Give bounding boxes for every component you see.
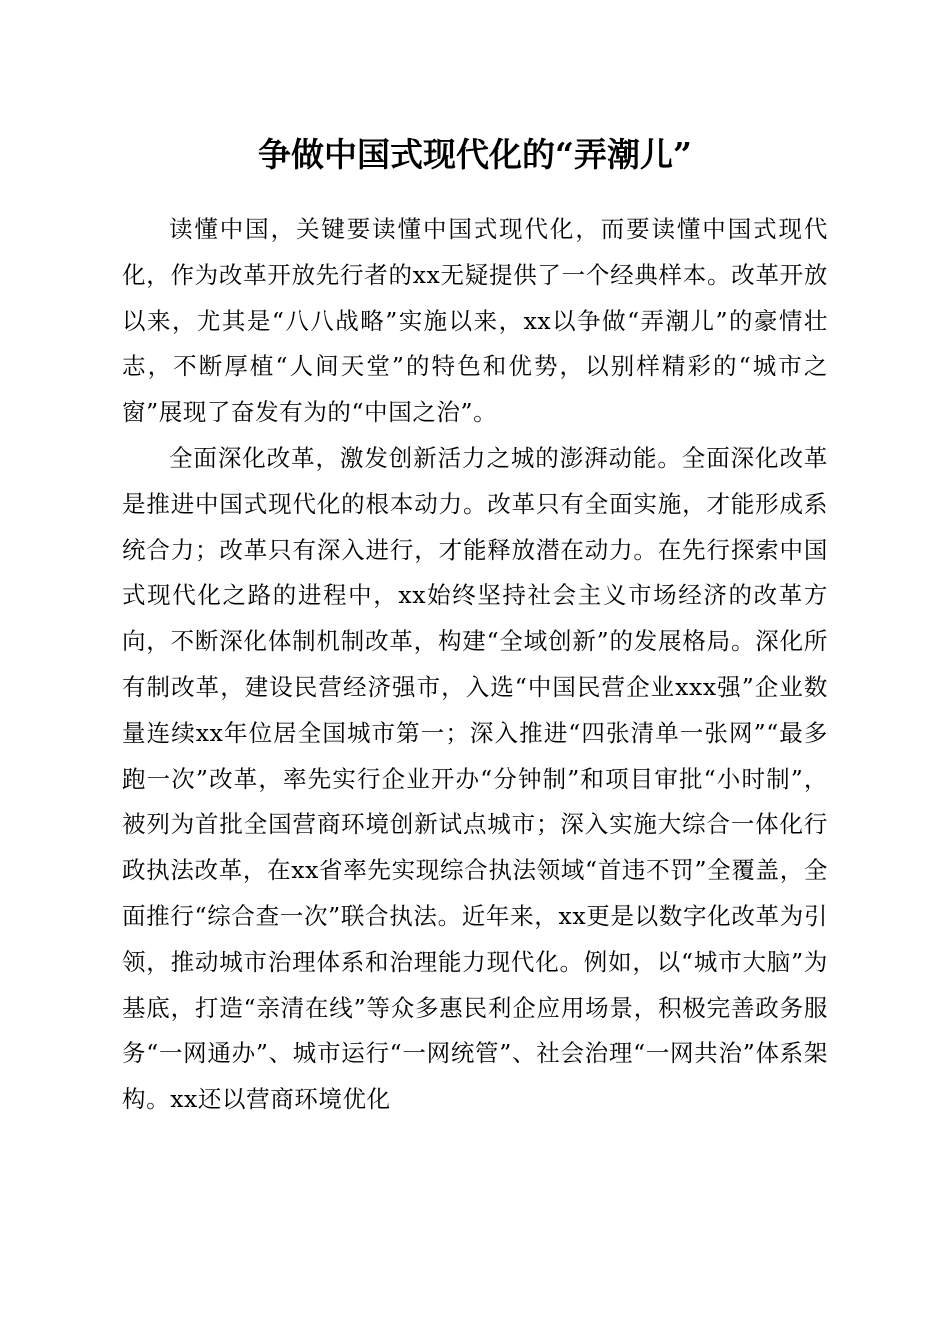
document-title: 争做中国式现代化的“弄潮儿” <box>258 135 692 174</box>
document-body <box>122 207 828 1123</box>
paragraph-reform: 全面深化改革，激发创新活力之城的澎湃动能。全面深化改革是推进中国式现代化的根本动力。改革只有全面实施，才能形成系统合力；改革只有深入进行，才能释放潜在动力。在先行探索中国式现代化之路的进程中，xx始终坚持社会主义市场经济的改革方向，不断深化体制机制改革，构建“全域创新”的发展格局。深化所有制改革，建设民营经济强市，入选“中国民营企业xxx强”企业数量连续xx年位居全国城市第一；深入推进“四张清单一张网”“最多跑一次”改革，率先实行企业开办“分钟制”和项目审批“小时制”，被列为首批全国营商环境创新试点城市；深入实施大综合一体化行政执法改革，在xx省率先实现综合执法领域“首违不罚”全覆盖，全面推行“综合查一次”联合执法。近年来，xx更是以数字化改革为引领，推动城市治理体系和治理能力现代化。例如，以“城市大脑”为基底，打造“亲清在线”等众多惠民利企应用场景，积极完善政务服务“一网通办”、城市运行“一网统管”、社会治理“一网共治”体系架构。xx还以营商环境优化 <box>122 443 828 1114</box>
paragraph-intro: 读懂中国，关键要读懂中国式现代化，而要读懂中国式现代化，作为改革开放先行者的xx无疑提供了一个经典样本。改革开放以来，尤其是“八八战略”实施以来，xx以争做“弄潮儿”的豪情壮志，不断厚植“人间天堂”的特色和优势，以别样精彩的“城市之窗”展现了奋发有为的“中国之治”。 <box>122 215 828 427</box>
